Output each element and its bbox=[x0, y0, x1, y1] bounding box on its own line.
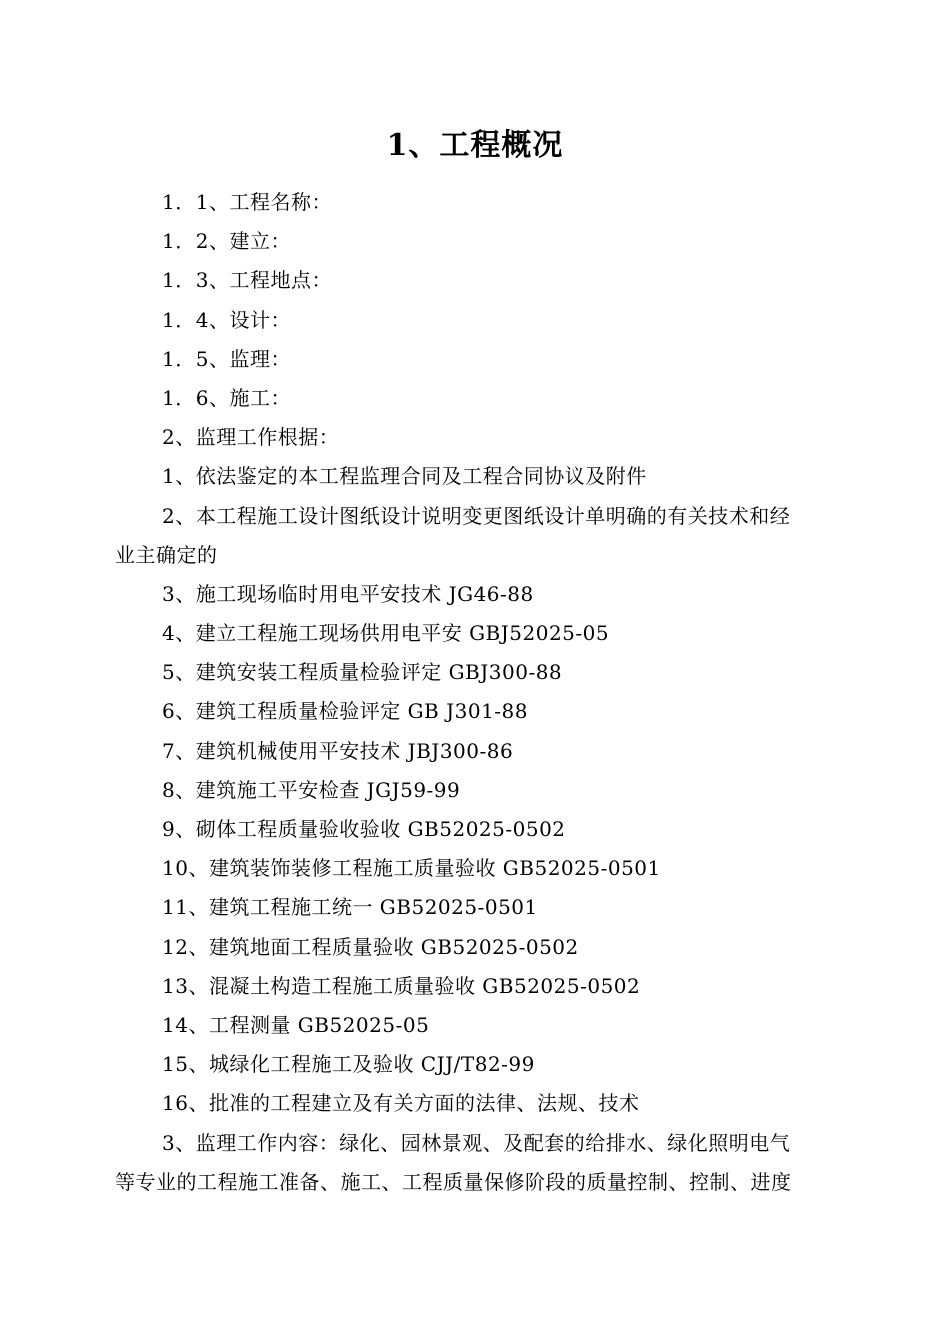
text-line: 15、城绿化工程施工及验收 CJJ/T82-99 bbox=[162, 1052, 535, 1077]
text-line: 1．5、监理： bbox=[162, 346, 291, 371]
text-line: 1、依法鉴定的本工程监理合同及工程合同协议及附件 bbox=[162, 464, 647, 489]
text-line: 业主确定的 bbox=[115, 542, 218, 567]
text-line: 1．4、设计： bbox=[162, 307, 291, 332]
text-line: 5、建筑安装工程质量检验评定 GBJ300-88 bbox=[162, 660, 563, 685]
text-line: 6、建筑工程质量检验评定 GB J301-88 bbox=[162, 699, 529, 724]
text-line: 等专业的工程施工准备、施工、工程质量保修阶段的质量控制、控制、进度 bbox=[115, 1169, 792, 1194]
text-line: 13、混凝土构造工程施工质量验收 GB52025-0502 bbox=[162, 973, 641, 998]
text-line: 1．1、工程名称： bbox=[162, 190, 332, 214]
text-line: 9、砌体工程质量验收验收 GB52025-0502 bbox=[162, 817, 566, 841]
text-line: 10、建筑装饰装修工程施工质量验收 GB52025-0501 bbox=[162, 856, 661, 881]
text-line: 4、建立工程施工现场供用电平安 GBJ52025-05 bbox=[162, 621, 610, 646]
document-body bbox=[115, 183, 855, 1202]
text-line: 1．2、建立： bbox=[162, 229, 291, 254]
text-line: 8、建筑施工平安检查 JGJ59-99 bbox=[162, 777, 461, 802]
text-line: 1．3、工程地点： bbox=[162, 268, 332, 293]
text-line: 16、批准的工程建立及有关方面的法律、法规、技术 bbox=[162, 1091, 640, 1116]
text-line: 14、工程测量 GB52025-05 bbox=[162, 1012, 430, 1037]
text-line: 11、建筑工程施工统一 GB52025-0501 bbox=[162, 895, 538, 920]
text-line: 2、监理工作根据： bbox=[162, 425, 340, 450]
text-line: 3、施工现场临时用电平安技术 JG46-88 bbox=[162, 581, 534, 606]
text-line: 12、建筑地面工程质量验收 GB52025-0502 bbox=[162, 934, 579, 959]
text-line: 3、监理工作内容：绿化、园林景观、及配套的给排水、绿化照明电气 bbox=[162, 1130, 791, 1155]
text-line: 2、本工程施工设计图纸设计说明变更图纸设计单明确的有关技术和经 bbox=[162, 503, 791, 528]
text-line: 1．6、施工： bbox=[162, 385, 291, 410]
section-title: 1、工程概况 bbox=[386, 128, 564, 163]
text-line: 7、建筑机械使用平安技术 JBJ300-86 bbox=[162, 738, 514, 763]
